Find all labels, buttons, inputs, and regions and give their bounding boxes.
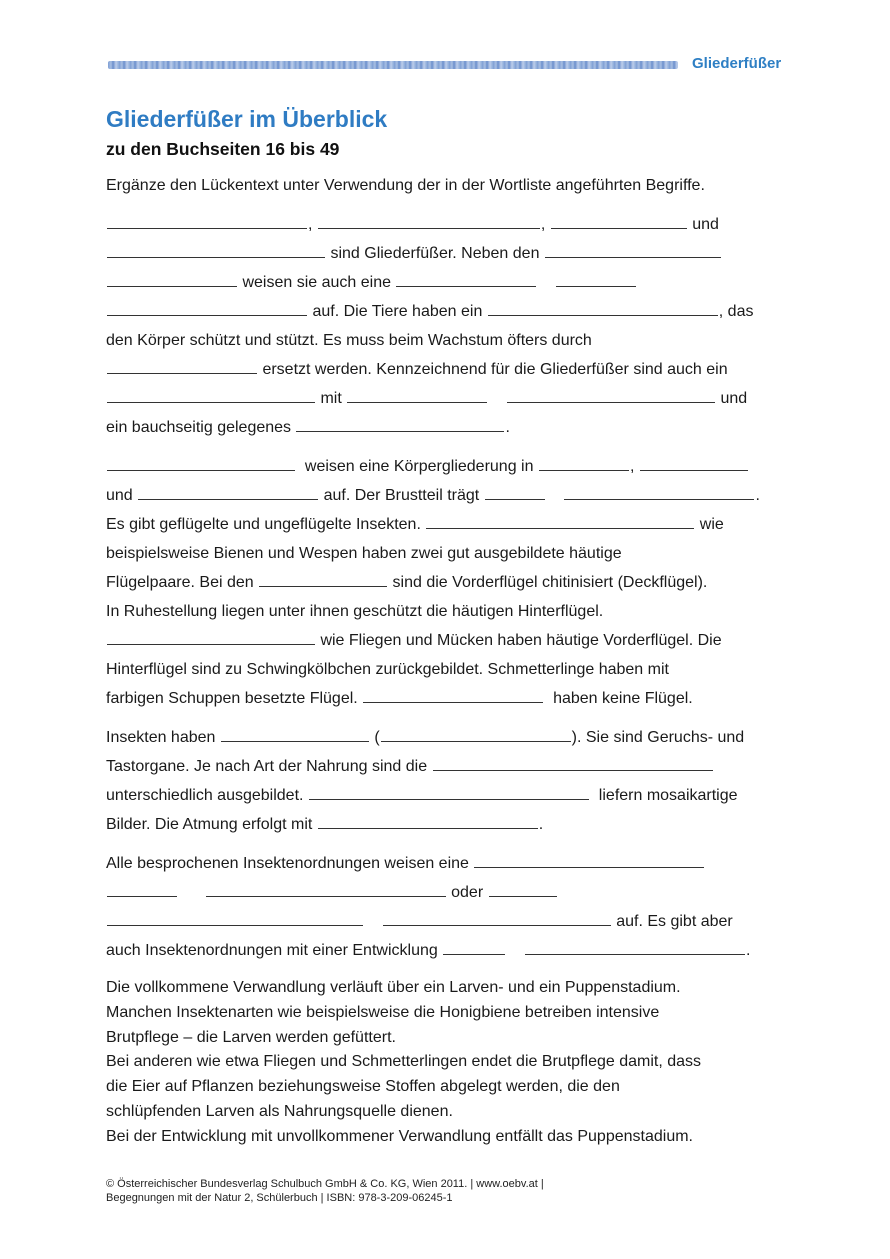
blank-field[interactable] — [363, 684, 543, 703]
text-segment: den Körper schützt und stützt. Es muss beim Wachstum öfters durch — [106, 332, 592, 349]
blank-field[interactable] — [107, 210, 307, 229]
text-segment: ersetzt werden. Kennzeichnend für die Gliederfüßer sind auch ein — [258, 361, 728, 378]
blank-field[interactable] — [107, 239, 325, 258]
text-segment: , — [629, 458, 639, 475]
text-segment: wie — [695, 516, 724, 533]
text-segment: . — [505, 419, 510, 436]
blank-field[interactable] — [485, 481, 545, 500]
text-segment: oder — [446, 884, 488, 901]
page-title: Gliederfüßer im Überblick — [106, 106, 388, 132]
blank-field[interactable] — [107, 626, 315, 645]
text-segment: sind Gliederfüßer. Neben den — [326, 245, 544, 262]
cloze-paragraph-4 — [106, 849, 796, 965]
blank-field[interactable] — [396, 268, 536, 287]
text-segment: Tastorgane. Je nach Art der Nahrung sind die — [106, 758, 432, 775]
blank-field[interactable] — [433, 752, 713, 771]
blank-field[interactable] — [107, 384, 315, 403]
text-segment: beispielsweise Bienen und Wespen haben zwei gut ausgebildete häutige — [106, 545, 622, 562]
cloze-paragraph-1 — [106, 210, 796, 442]
text-segment: und — [716, 390, 748, 407]
text-segment: unterschiedlich ausgebildet. — [106, 787, 308, 804]
text-segment: In Ruhestellung liegen unter ihnen geschützt die häutigen Hinterflügel. — [106, 603, 604, 620]
blank-field[interactable] — [206, 878, 446, 897]
text-segment: wie Fliegen und Mücken haben häutige Vorderflügel. Die — [316, 632, 722, 649]
text-segment: . — [755, 487, 760, 504]
blank-field[interactable] — [347, 384, 487, 403]
cloze-paragraph-2 — [106, 452, 796, 713]
text-segment: und — [687, 216, 719, 233]
blank-field[interactable] — [383, 907, 611, 926]
text-segment: Alle besprochenen Insektenordnungen weisen eine — [106, 855, 474, 872]
blank-field[interactable] — [545, 239, 721, 258]
text-segment: sind die Vorderflügel chitinisiert (Deckflügel). — [388, 574, 708, 591]
blank-field[interactable] — [507, 384, 715, 403]
blank-field[interactable] — [381, 723, 571, 742]
prose-line: Bei anderen wie etwa Fliegen und Schmetterlingen endet die Brutpflege damit, dass — [106, 1053, 702, 1071]
blank-field[interactable] — [525, 936, 745, 955]
blank-field[interactable] — [107, 355, 257, 374]
text-segment: Hinterflügel sind zu Schwingkölbchen zurückgebildet. Schmetterlinge haben mit — [106, 661, 669, 678]
footer-book-info: Begegnungen mit der Natur 2, Schülerbuch | ISBN: 978-3-209-06245-1 — [106, 1192, 453, 1204]
blank-field[interactable] — [107, 907, 363, 926]
blank-field[interactable] — [107, 297, 307, 316]
text-segment: . — [745, 942, 751, 959]
explanatory-text — [106, 976, 806, 1150]
cloze-paragraph-3 — [106, 723, 796, 839]
blank-field[interactable] — [309, 781, 589, 800]
text-segment: , — [308, 216, 317, 233]
prose-line: Bei der Entwicklung mit unvollkommener Verwandlung entfällt das Puppenstadium. — [106, 1127, 693, 1145]
blank-field[interactable] — [107, 878, 177, 897]
prose-line: Manchen Insektenarten wie beispielsweise die Honigbiene betreiben intensive — [106, 1003, 660, 1021]
footer — [106, 1177, 544, 1205]
blank-field[interactable] — [556, 268, 636, 287]
blank-field[interactable] — [488, 297, 718, 316]
prose-line: Brutpflege – die Larven werden gefüttert. — [106, 1028, 396, 1046]
text-segment: , das — [718, 303, 754, 320]
blank-field[interactable] — [296, 413, 504, 432]
text-segment: weisen eine Körpergliederung in — [300, 458, 538, 475]
section-label: Gliederfüßer — [692, 55, 782, 72]
text-segment: Es gibt geflügelte und ungeflügelte Insekten. — [106, 516, 426, 533]
blank-field[interactable] — [107, 268, 237, 287]
text-segment: und — [106, 487, 138, 504]
blank-field[interactable] — [474, 849, 704, 868]
blank-field[interactable] — [539, 452, 629, 471]
text-segment: Bilder. Die Atmung erfolgt mit — [106, 816, 317, 833]
footer-copyright: © Österreichischer Bundesverlag Schulbuch GmbH & Co. KG, Wien 2011. | www.oebv.at | — [106, 1178, 544, 1190]
text-segment: mit — [316, 390, 347, 407]
blank-field[interactable] — [107, 452, 295, 471]
blank-field[interactable] — [221, 723, 369, 742]
text-segment: auf. Die Tiere haben ein — [308, 303, 487, 320]
text-segment: auf. Es gibt aber — [611, 913, 733, 930]
blank-field[interactable] — [640, 452, 748, 471]
text-segment: ). Sie sind Geruchs- und — [571, 729, 745, 746]
text-segment: Insekten haben — [106, 729, 220, 746]
prose-line: schlüpfenden Larven als Nahrungsquelle dienen. — [106, 1102, 453, 1120]
blank-field[interactable] — [318, 810, 538, 829]
text-segment: liefern mosaikartige — [594, 787, 738, 804]
instruction-text: Ergänze den Lückentext unter Verwendung der in der Wortliste angeführten Begriffe. — [106, 177, 705, 194]
prose-line: Die vollkommene Verwandlung verläuft über ein Larven- und ein Puppenstadium. — [106, 979, 681, 996]
blank-field[interactable] — [426, 510, 694, 529]
text-segment: auf. Der Brustteil trägt — [319, 487, 484, 504]
text-segment: ein bauchseitig gelegenes — [106, 419, 296, 436]
blank-field[interactable] — [443, 936, 505, 955]
text-segment: farbigen Schuppen besetzte Flügel. — [106, 690, 363, 707]
blank-field[interactable] — [259, 568, 387, 587]
blank-field[interactable] — [138, 481, 318, 500]
text-segment: auch Insektenordnungen mit einer Entwicklung — [106, 942, 443, 959]
text-segment: haben keine Flügel. — [548, 690, 693, 707]
prose-line: die Eier auf Pflanzen beziehungsweise Stoffen abgelegt werden, die den — [106, 1078, 620, 1096]
blank-field[interactable] — [564, 481, 754, 500]
text-segment: . — [538, 816, 544, 833]
blank-field[interactable] — [551, 210, 687, 229]
text-segment: Flügelpaare. Bei den — [106, 574, 259, 591]
blank-field[interactable] — [318, 210, 540, 229]
page-subtitle: zu den Buchseiten 16 bis 49 — [106, 139, 340, 159]
text-segment: ( — [369, 729, 380, 746]
text-segment: , — [540, 216, 550, 233]
decorative-header-bar — [108, 61, 678, 69]
blank-field[interactable] — [489, 878, 557, 897]
text-segment: weisen sie auch eine — [238, 274, 396, 291]
